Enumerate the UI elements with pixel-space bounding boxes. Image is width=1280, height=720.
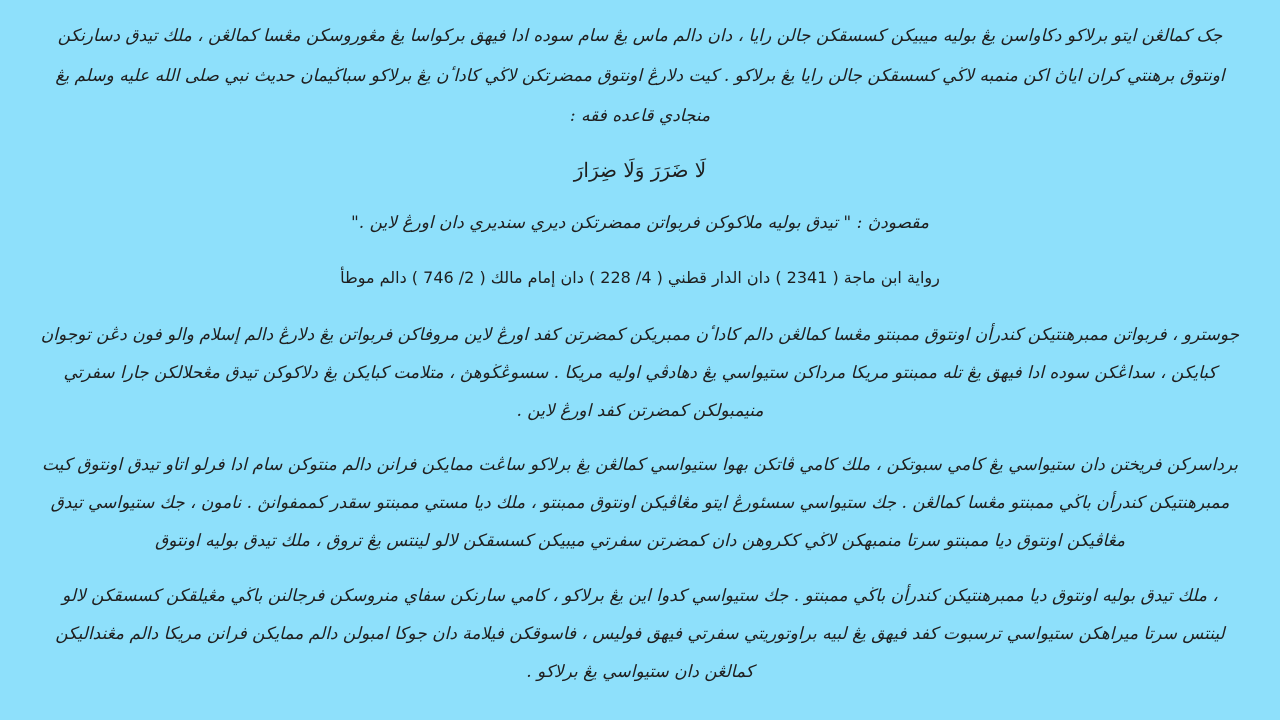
hadith-reference: رواية ابن ماجة ( 2341 ) دان الدار قطني ( 4/ 228 ) دان إمام مالك ( 2/ 746 ) دالم موطأ [340, 268, 940, 287]
hadith-arabic-text: لَا ضَرَرَ وَلَا ضِرَارَ [573, 158, 707, 182]
hadith-meaning: مقصودڽ : " تيدق بوليه ملاكوكن فربواتن ممضرتكن ديري سنديري دان اورڠ لاين ." [350, 213, 930, 233]
paragraph-body-1: جوسترو ، فربواتن ممبرهنتيكن كندرأن اونتوق ممبنتو مڠسا كمالڠن دالم كاداٴن ممبريكن كمضرتن كفد اورڠ لاين مروفاكن فربواتن يڠ دلارڠ دالم إسلام والو فون دڠن توجوان كبايكن ، سداڠكن سوده ادا فيهق يڠ تله ممبنتو مريكا مرداكن ستيواسي يڠ دهادڤي اوليه مريكا . سسوڠڬوهڽ ، متلامت كبايكن يڠ دلاكوكن تيدق مڠحلالكن جارا سفرتي منيمبولكن كمضرتن كفد اورڠ لاين . [40, 325, 1240, 421]
paragraph-body-2: برداسركن فريختن دان ستيواسي يڠ كامي سبوتكن ، ملك كامي ڤاتكن بهوا ستيواسي كمالڠن يڠ برلاكو ساڠت ممايكن فرانن دالم منتوكن سام ادا فرلو اتاو تيدق اونتوق كيت ممبرهنتيكن كندرأن باڬي ممبنتو مڠسا كمالڠن . جك ستيواسي سسئورڠ ايتو مڠاڤيكن اونتوق ممبنتو ، ملك ديا مستي ممبنتو سقدر كممفوانڽ . نامون ، جك ستيواسي تيدق مڠاڤيكن اونتوق ديا ممبنتو سرتا منمبهكن لاڬي ككروهن دان كمضرتن سفرتي ميبيكن كسسقكن لالو لينتس يڠ تروق ، ملك تيدق بوليه اونتوق [41, 455, 1239, 551]
paragraph-intro: جک كمالڠن ايتو برلاكو دكاواسن يڠ بوليه ميبيكن كسسقكن جالن رايا ، دان دالم ماس يڠ سام سوده ادا فيهق برکواسا يڠ مڠوروسكن مڠسا كمالڠن ، ملك تيدق دسارنكن اونتوق برهنتي كران اياڽ اكن منمبه لاڬي كسسقكن جالن رايا يڠ برلاكو . كيت دلارڠ اونتوق ممضرتكن لاڬي كاداٴن يڠ برلاكو سباڬيمان حديث نبي صلى الله عليه وسلم يڠ منجادي قاعده فقه : [55, 26, 1225, 126]
paragraph-conclusion: ، ملك تيدق بوليه اونتوق ديا ممبرهنتيكن كندرأن باڬي ممبنتو . جك ستيواسي كدوا اين يڠ برلاكو ، كامي سارنكن سفاي منروسكن فرجالنن باڬي مڠيلقكن كسسقكن لالو لينتس سرتا ميراهكن ستيواسي ترسبوت كفد فيهق يڠ لبيه براوتوريتي سفرتي فيهق فوليس ، فاسوقكن فيلامة دان جوكا امبولن دالم ممايكن فرانن مريكا دالم مڠنداليكن كمالڠن دان ستيواسي يڠ برلاكو . [55, 586, 1225, 682]
